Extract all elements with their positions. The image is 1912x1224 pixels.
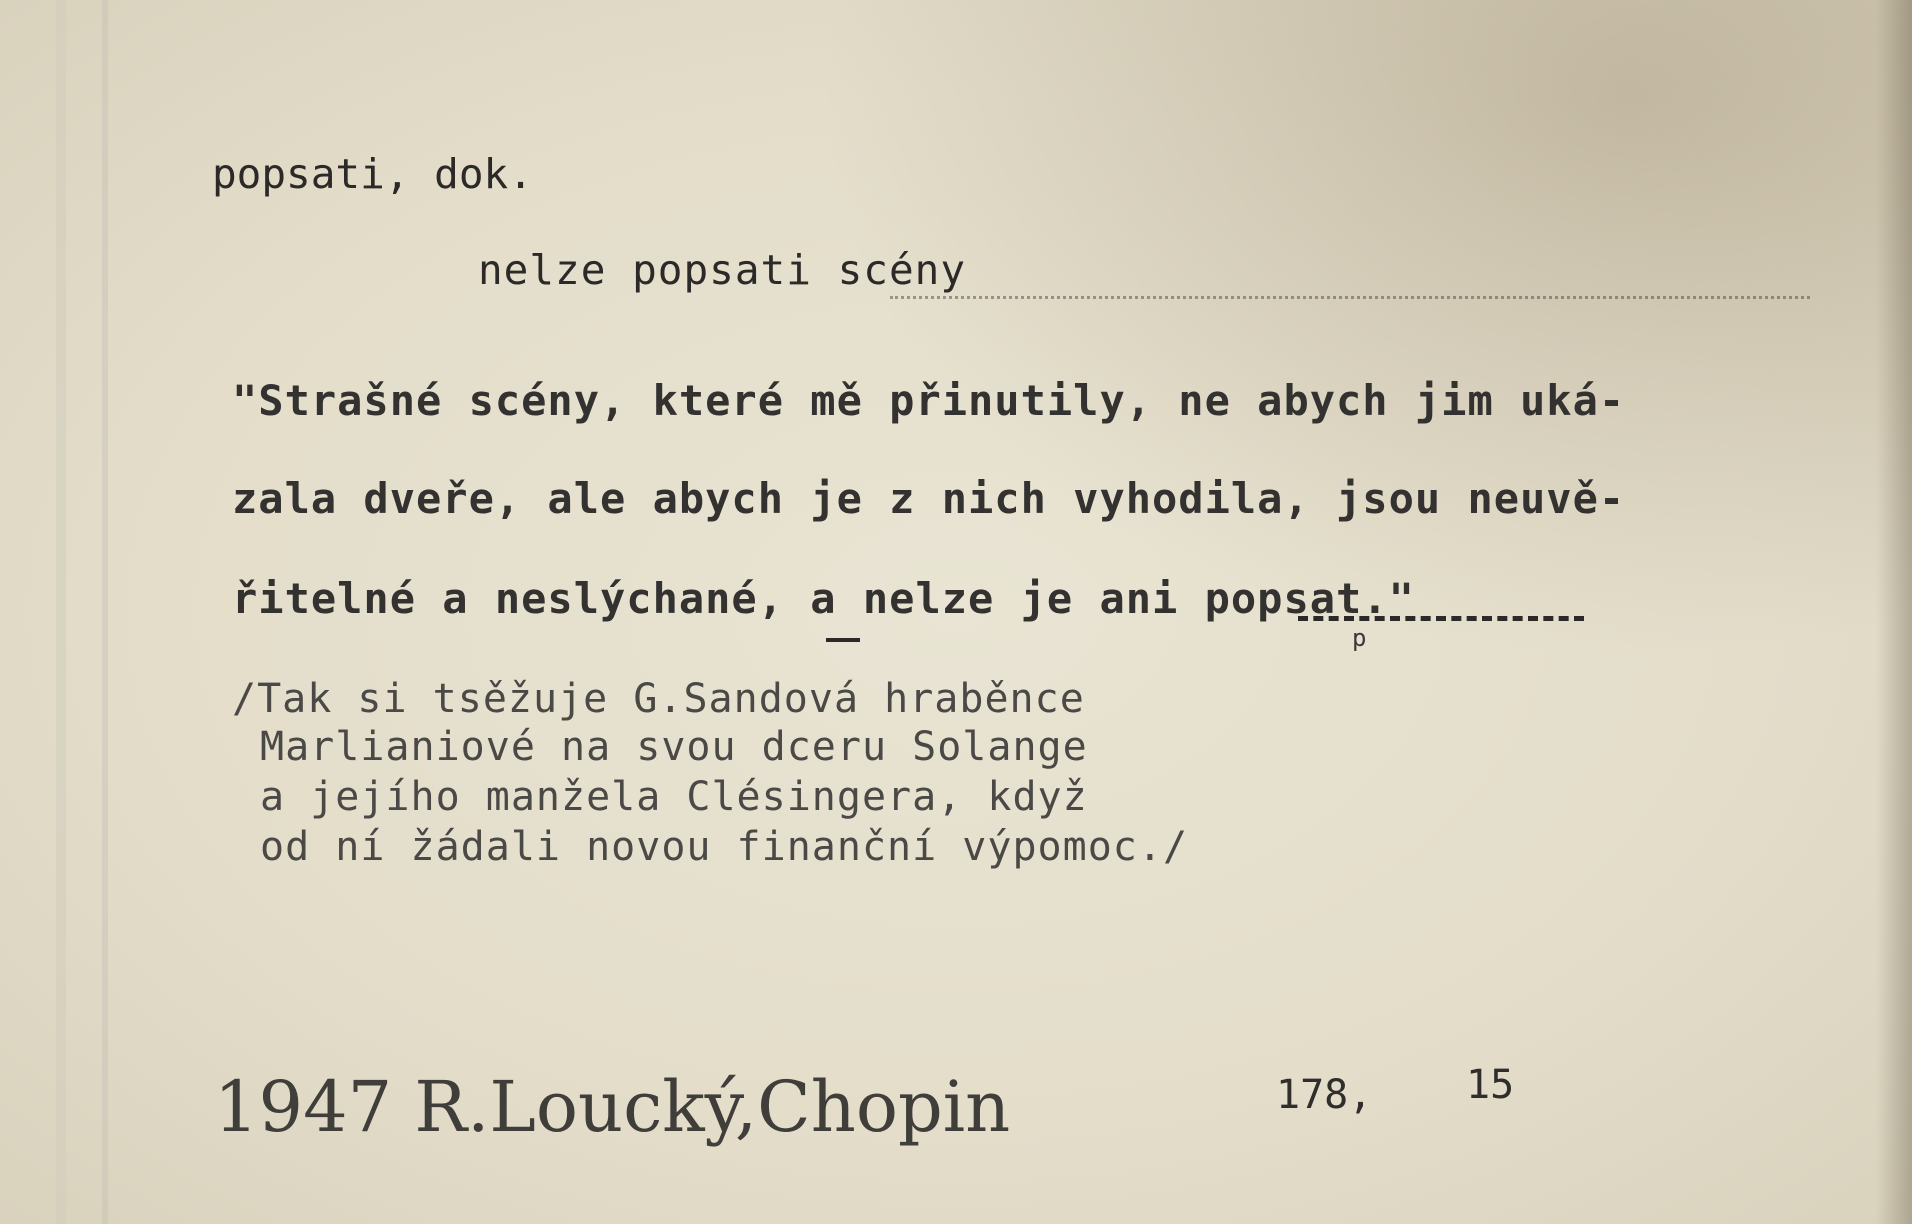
note-line-2: Marlianiové na svou dceru Solange — [260, 724, 1088, 770]
dotted-rule — [890, 296, 1810, 305]
page-reference: 178, — [1276, 1072, 1373, 1118]
paper-fold-line — [102, 0, 108, 1224]
note-line-4: od ní žádali novou finanční výpomoc./ — [260, 824, 1189, 870]
quote-line-2: zala dveře, ale abych je z nich vyhodila, jsou neuvě- — [232, 474, 1626, 523]
note-line-1: /Tak si tsěžuje G.Sandová hraběnce — [232, 676, 1085, 722]
paper-edge-shadow — [1876, 0, 1912, 1224]
card-subheading: nelze popsati scény — [478, 246, 966, 294]
quote-line-3: řitelné a neslýchané, a nelze je ani popsat." — [232, 574, 1415, 623]
p-mark: p — [1352, 624, 1367, 652]
source-citation: 1947 R.Loucký,Chopin — [214, 1066, 1011, 1148]
paper-fold — [56, 0, 66, 1224]
dashed-underline — [1298, 616, 1584, 621]
note-line-3: a jejího manžela Clésingera, když — [260, 774, 1088, 820]
dash-mark — [826, 638, 860, 642]
quote-line-1: "Strašné scény, které mě přinutily, ne abych jim uká- — [232, 376, 1626, 425]
reference-count: 15 — [1466, 1062, 1515, 1108]
card-heading: popsati, dok. — [212, 150, 533, 198]
